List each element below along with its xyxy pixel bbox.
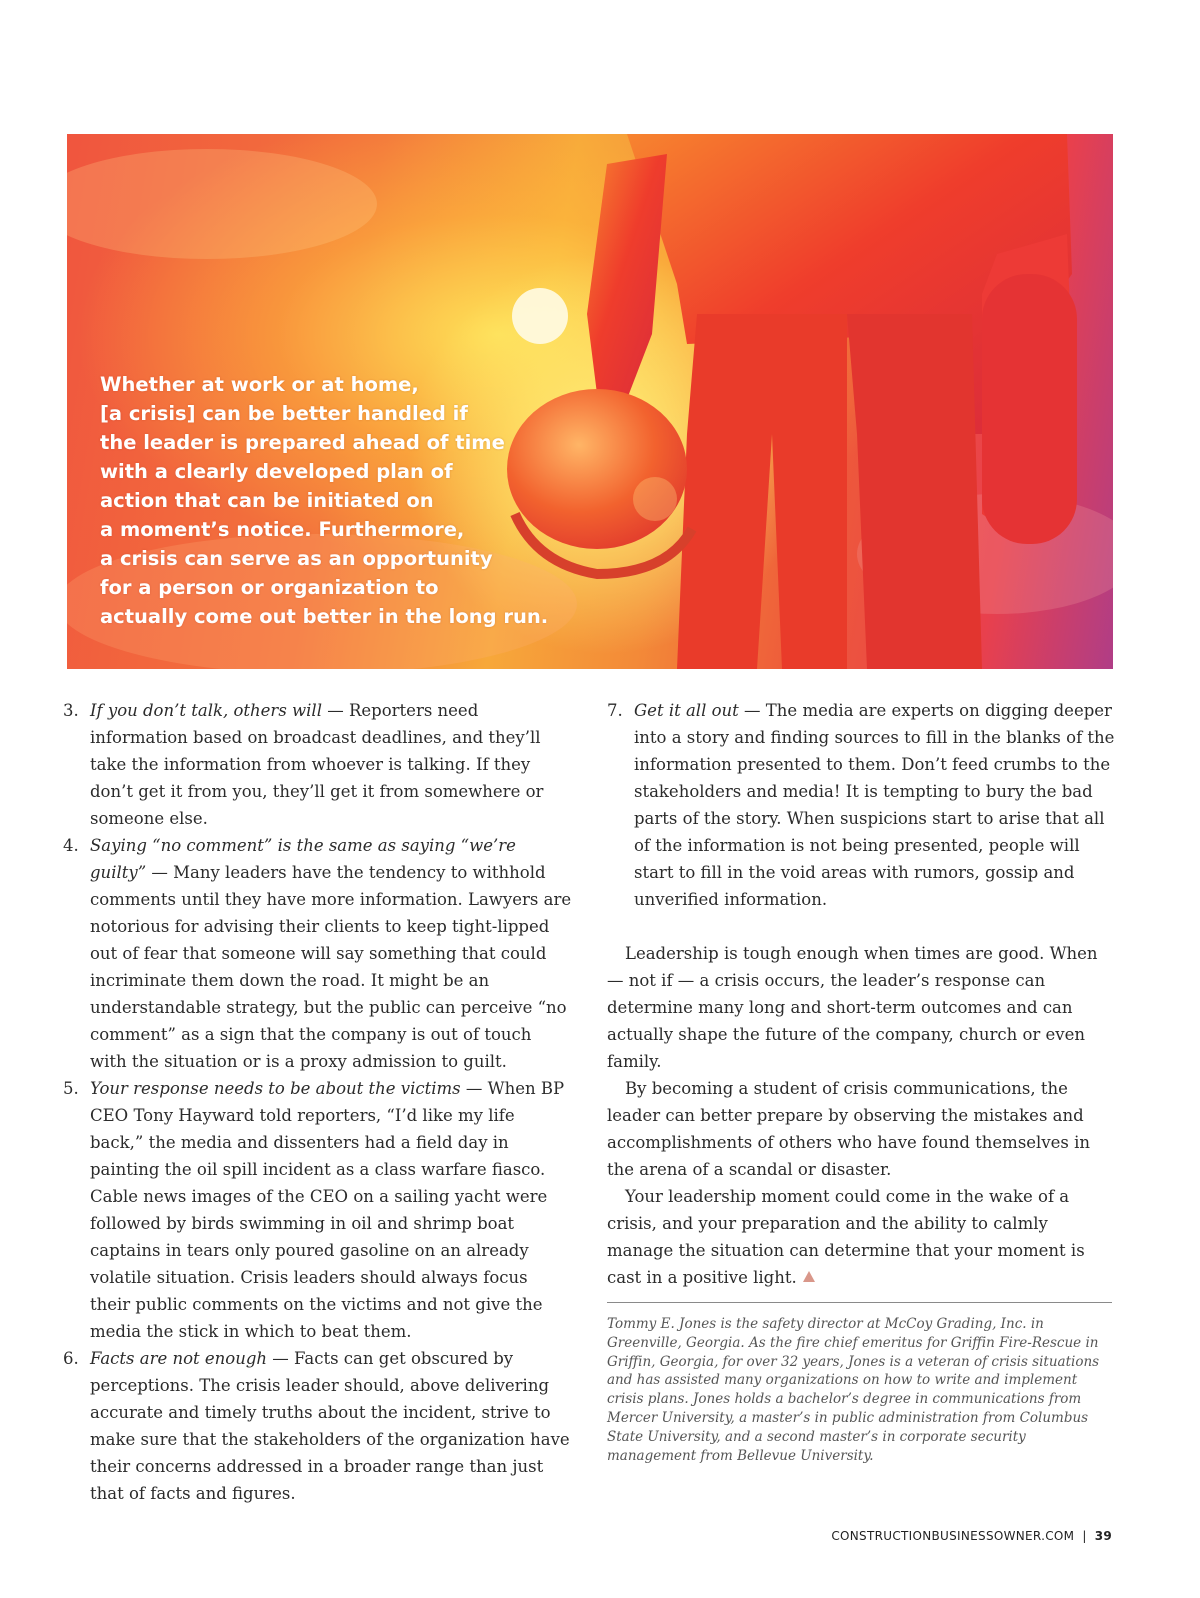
list-item-lead: If you don’t talk, others will: [90, 701, 322, 720]
tips-list: [63, 697, 573, 1507]
author-bio: Tommy E. Jones is the safety director at McCoy Grading, Inc. in Greenville, Georgia. As the fire chief emeritus for Griffin Fire-Rescue in Griffin, Georgia, for over 32 years, Jones is a veteran of crisis situations and has assisted many organizations on how to write and implement crisis plans. Jones holds a bachelor’s degree in communications from Mercer University, a master’s in public administration from Columbus State University, and a second master’s in corporate security management from Bellevue University.: [607, 1316, 1100, 1464]
tips-list-continued: [607, 697, 1117, 913]
list-number: 5.: [63, 1079, 79, 1098]
left-column: [63, 697, 573, 1507]
list-item-text: — The media are experts on digging deeper into a story and finding sources to fill in the blanks of the information presented to them. Don’t feed crumbs to the stakeholders and media! It is tempting to bury the bad parts of the story. When suspicions start to arise that all of the information is not being presented, people will start to fill in the void areas with rumors, gossip and unverified information.: [634, 701, 1115, 909]
list-item-text: — Facts can get obscured by perceptions. The crisis leader should, above delivering accurate and timely truths about the incident, strive to make sure that the stakeholders of the organization have their concerns addressed in a broader range than just that of facts and figures.: [90, 1349, 570, 1503]
page-number: 39: [1094, 1529, 1112, 1543]
list-item-text: — Reporters need information based on broadcast deadlines, and they’ll take the information from whoever is talking. If they don’t get it from you, they’ll get it from somewhere or someone else.: [90, 701, 544, 828]
list-item-lead: Get it all out: [634, 701, 739, 720]
list-number: 7.: [607, 701, 623, 720]
list-item-lead: Your response needs to be about the victims: [90, 1079, 461, 1098]
list-number: 3.: [63, 701, 79, 720]
list-item: [63, 1345, 573, 1507]
body-paragraph: By becoming a student of crisis communications, the leader can better prepare by observing the mistakes and accomplishments of others who have found themselves in the arena of a scandal or disaster.: [607, 1079, 1091, 1179]
list-number: 6.: [63, 1349, 79, 1368]
footer-separator: |: [1082, 1529, 1087, 1543]
list-item-lead: Facts are not enough: [90, 1349, 268, 1368]
bio-divider: [607, 1302, 1112, 1303]
pull-quote: Whether at work or at home, [a crisis] can be better handled if the leader is prepared ahead of time with a clearly developed plan of action that can be initiated on a moment’s notice. Furthermore, a crisis can serve as an opportunity for a person or organization to actually come out better in the long run.: [100, 373, 549, 628]
body-paragraph: Leadership is tough enough when times are good. When — not if — a crisis occurs, the leader’s response can determine many long and short-term outcomes and can actually shape the future of the company, church or even family.: [607, 944, 1098, 1071]
list-item: [63, 832, 573, 1075]
list-item: [63, 697, 573, 832]
list-number: 4.: [63, 836, 79, 855]
body-paragraph: [607, 1183, 1117, 1291]
list-item: [63, 1075, 573, 1345]
list-item-text: — Many leaders have the tendency to withhold comments until they have more information. Lawyers are notorious for advising their clients to keep tight-lipped out of fear that someone will say something that could incriminate them down the road. It might be an understandable strategy, but the public can perceive “no comment” as a sign that the company is out of touch with the situation or is a proxy admission to guilt.: [90, 863, 572, 1071]
list-item-lead: Saying “no comment” is the same as saying “we’re guilty”: [90, 836, 516, 882]
list-item-text: — When BP CEO Tony Hayward told reporters, “I’d like my life back,” the media and dissenters had a field day in painting the oil spill incident as a class warfare fiasco. Cable news images of the CEO on a sailing yacht were followed by birds swimming in oil and shrimp boat captains in tears only poured gasoline on an already volatile situation. Crisis leaders should always focus their public comments on the victims and not give the media the stick in which to beat them.: [90, 1079, 565, 1341]
list-item: [607, 697, 1117, 913]
closing-paragraph-text: Your leadership moment could come in the wake of a crisis, and your preparation and the ability to calmly manage the situation can determine that your moment is cast in a positive light.: [607, 1187, 1085, 1287]
hero-image: [67, 134, 1113, 669]
page-footer: [831, 1529, 1112, 1543]
right-column: [607, 697, 1117, 1291]
footer-site: CONSTRUCTIONBUSINESSOWNER.COM: [831, 1529, 1075, 1543]
end-of-article-triangle-icon: [803, 1271, 815, 1282]
